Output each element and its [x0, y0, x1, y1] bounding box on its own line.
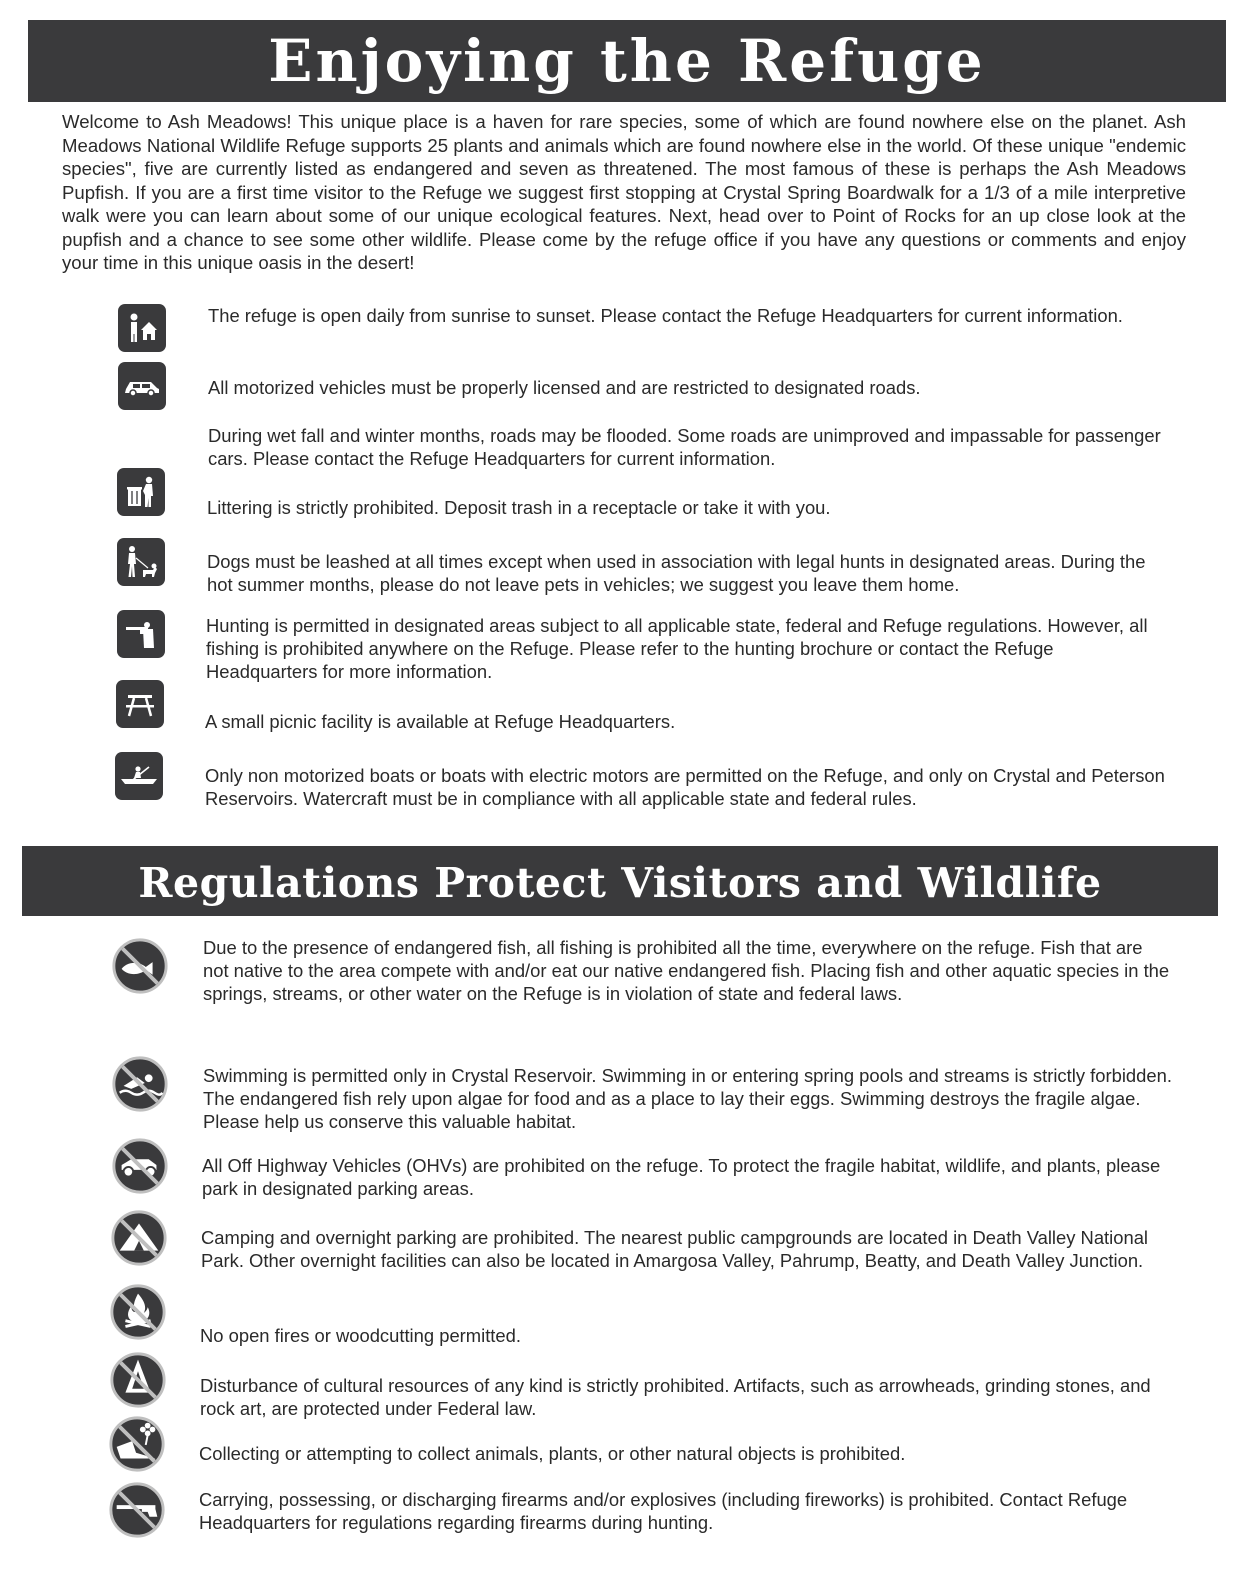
leashed-dog-icon	[117, 538, 165, 586]
hunting-icon	[117, 610, 165, 658]
no-firearms-icon	[107, 1480, 167, 1540]
car-icon	[118, 362, 166, 410]
item-text: All motorized vehicles must be properly licensed and are restricted to designated roads.	[208, 377, 921, 398]
item-text: Swimming is permitted only in Crystal Reservoir. Swimming in or entering spring pools and streams is strictly forbidden. The endangered fish rely upon algae for food and as a place to lay their eggs. Swimming destroys the fragile algae. Please help us conserve this valuable habitat.	[203, 1065, 1172, 1132]
no-artifact-disturbance-icon	[108, 1350, 168, 1410]
picnic-table-icon	[116, 680, 164, 728]
canoe-icon	[115, 752, 163, 800]
item-text: During wet fall and winter months, roads may be flooded. Some roads are unimproved and impassable for passenger cars. Please contact the Refuge Headquarters for current information.	[208, 425, 1161, 469]
no-collecting-icon	[107, 1414, 167, 1474]
no-camping-icon	[109, 1208, 169, 1268]
section-title-regulations: Regulations Protect Visitors and Wildlife	[22, 846, 1218, 916]
item-text: Camping and overnight parking are prohibited. The nearest public campgrounds are located in Death Valley National Park. Other overnight facilities can also be located in Amargosa Valley, Pahrump, Beatty, and Death Valley Junction.	[201, 1227, 1149, 1271]
no-fishing-icon	[110, 936, 170, 996]
visitor-center-icon	[118, 304, 166, 352]
item-text: Littering is strictly prohibited. Deposit trash in a receptacle or take it with you.	[207, 497, 831, 518]
item-text: Hunting is permitted in designated areas subject to all applicable state, federal and Refuge regulations. However, all fishing is prohibited anywhere on the Refuge. Please refer to the hunting brochure or contact the Refuge Headquarters for more information.	[206, 615, 1148, 682]
item-text: Dogs must be leashed at all times except when used in association with legal hunts in designated areas. During the hot summer months, please do not leave pets in vehicles; we suggest you leave them home.	[207, 551, 1146, 595]
no-swimming-icon	[110, 1054, 170, 1114]
item-text: The refuge is open daily from sunrise to sunset. Please contact the Refuge Headquarters for current information.	[208, 305, 1123, 326]
section-title-enjoying: Enjoying the Refuge	[28, 20, 1226, 102]
item-text: Only non motorized boats or boats with electric motors are permitted on the Refuge, and only on Crystal and Peterson Reservoirs. Watercraft must be in compliance with all applicable state and federal rules.	[205, 765, 1165, 809]
item-text: No open fires or woodcutting permitted.	[200, 1325, 521, 1346]
item-text: Disturbance of cultural resources of any kind is strictly prohibited. Artifacts, such as arrowheads, grinding stones, and rock art, are protected under Federal law.	[200, 1375, 1151, 1419]
item-text: Carrying, possessing, or discharging firearms and/or explosives (including fireworks) is prohibited. Contact Refuge Headquarters for regulations regarding firearms during hunting.	[199, 1489, 1128, 1533]
intro-paragraph: Welcome to Ash Meadows! This unique place is a haven for rare species, some of which are found nowhere else on the planet. Ash Meadows National Wildlife Refuge supports 25 plants and animals which are found nowhere else in the world. Of these unique "endemic species", five are currently listed as endangered and seven as threatened. The most famous of these is perhaps the Ash Meadows Pupfish. If you are a first time visitor to the Refuge we suggest first stopping at Crystal Spring Boardwalk for a 1/3 of a mile interpretive walk were you can learn about some of our unique ecological features. Next, head over to Point of Rocks for an up close look at the pupfish and a chance to see some other wildlife. Please come by the refuge office if you have any questions or comments and enjoy your time in this unique oasis in the desert!	[62, 111, 1186, 273]
item-text: All Off Highway Vehicles (OHVs) are prohibited on the refuge. To protect the fragile habitat, wildlife, and plants, please park in designated parking areas.	[202, 1155, 1161, 1199]
item-text: Due to the presence of endangered fish, all fishing is prohibited all the time, everywhere on the refuge. Fish that are not native to the area compete with and/or eat our native endangered fish. Placing fish and other aquatic species in the springs, streams, or other water on the Refuge is in violation of state and federal laws.	[203, 937, 1170, 1004]
no-fires-icon	[108, 1282, 168, 1342]
item-text: A small picnic facility is available at Refuge Headquarters.	[205, 711, 676, 732]
trash-can-icon	[117, 468, 165, 516]
no-ohv-icon	[110, 1136, 170, 1196]
item-text: Collecting or attempting to collect animals, plants, or other natural objects is prohibited.	[199, 1443, 906, 1464]
